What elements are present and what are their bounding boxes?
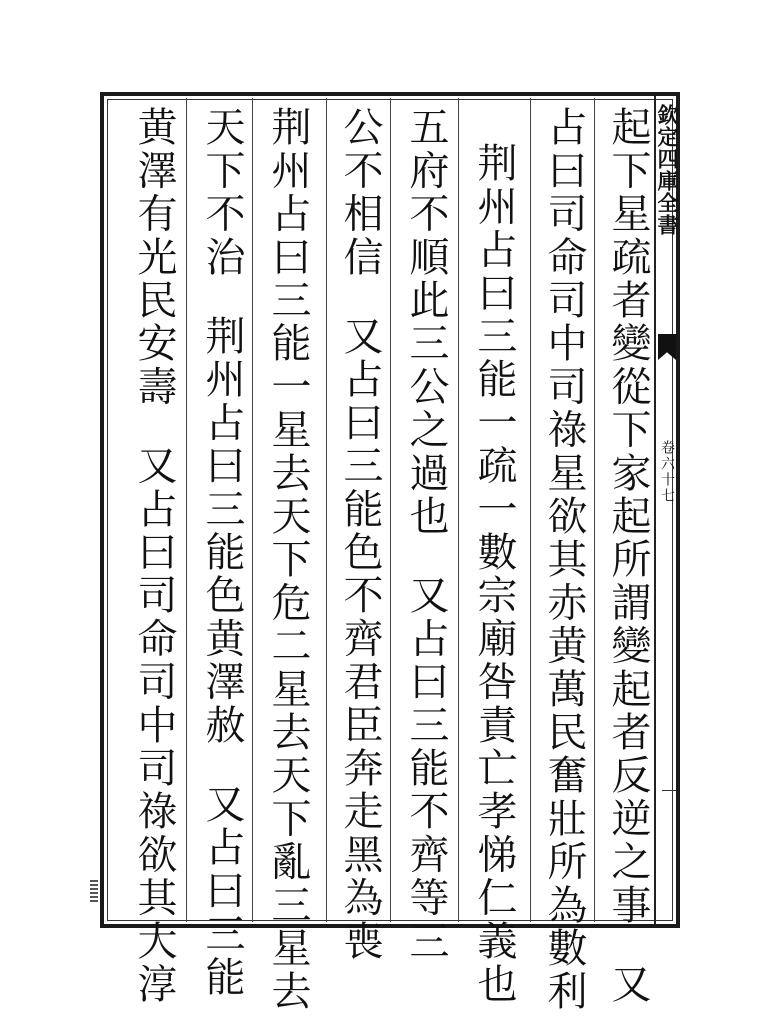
banxin-title: 欽定四庫全書 xyxy=(655,104,680,236)
column-rule xyxy=(594,98,595,922)
text-column xyxy=(330,106,390,963)
text-column xyxy=(258,106,318,1014)
text-segment: 又占曰三能 xyxy=(199,782,245,999)
text-column xyxy=(396,106,456,963)
text-segment: 五府不順此三公之過也 xyxy=(403,106,449,538)
text-segment: 公不相信 xyxy=(337,106,383,279)
column-rule xyxy=(390,98,391,922)
banxin-chapter: 卷六十七 xyxy=(659,440,675,504)
text-segment: 又占曰三能色不齊君臣奔走黑為喪 xyxy=(337,314,383,963)
text-segment: 荆州占曰三能一星去天下危二星去天下亂三星去 xyxy=(265,106,311,1014)
text-segment: 荆州占曰三能色黄澤赦 xyxy=(199,314,245,747)
column-rule xyxy=(326,98,327,922)
text-column xyxy=(124,106,184,1007)
column-rule xyxy=(530,98,531,922)
text-segment: 又占曰司命司中司祿欲其大淳 xyxy=(131,444,177,1007)
binding-mark xyxy=(90,880,98,902)
column-rule xyxy=(458,98,459,922)
text-segment: 荆州占曰三能一疏一數宗廟咎責亡孝悌仁義也 xyxy=(471,142,517,1006)
text-segment: 天下不治 xyxy=(199,106,245,279)
banxin-tick-mark xyxy=(662,790,676,791)
column-rule xyxy=(252,98,253,922)
text-segment: 起下星疏者變從下家起所謂變起者反逆之事 xyxy=(605,106,651,927)
text-column xyxy=(534,106,594,1014)
text-column xyxy=(464,106,524,1006)
text-column xyxy=(598,106,658,1007)
text-column xyxy=(192,106,252,999)
text-segment: 又占曰三能不齊等三 xyxy=(403,574,449,963)
text-segment: 占曰司命司中司祿星欲其赤黄萬民奮壯所為數利 xyxy=(541,106,587,1014)
text-segment: 黄澤有光民安壽 xyxy=(131,106,177,409)
column-rule xyxy=(186,98,187,922)
text-segment: 又 xyxy=(605,962,651,1007)
